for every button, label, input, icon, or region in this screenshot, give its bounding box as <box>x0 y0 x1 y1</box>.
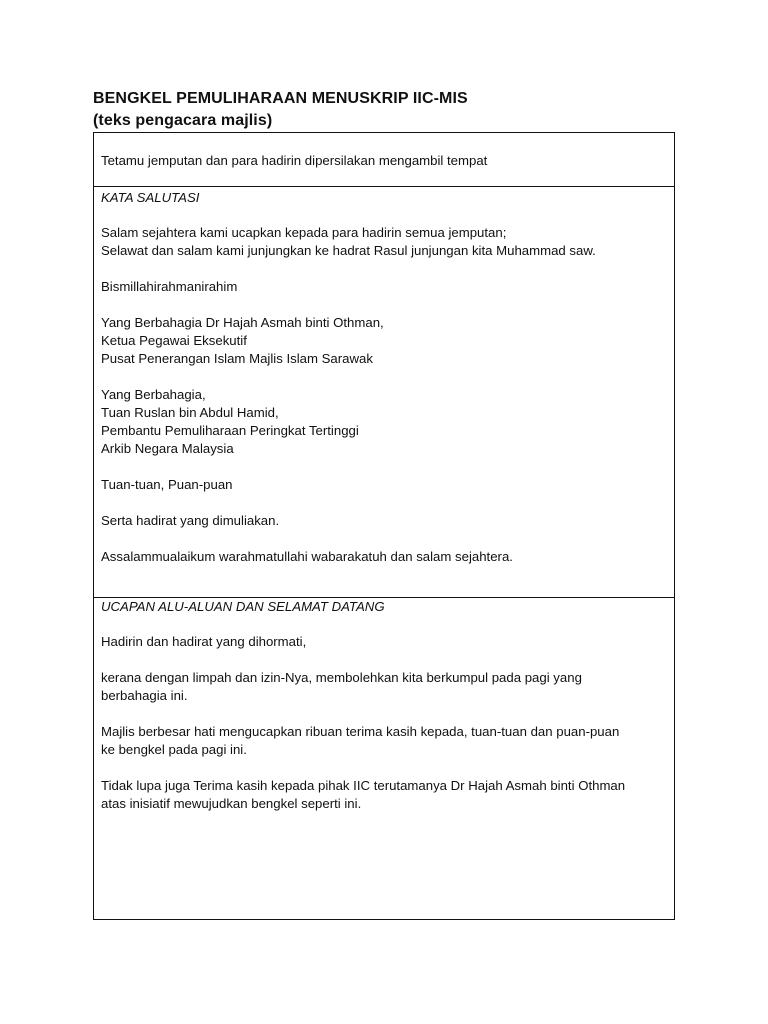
tuan-puan-line: Tuan-tuan, Puan-puan <box>101 477 233 492</box>
script-table <box>93 132 675 920</box>
selawat-line: Selawat dan salam kami junjungkan ke hadrat Rasul junjungan kita Muhammad saw. <box>101 243 596 258</box>
document-header <box>93 88 683 132</box>
aluan-line-3a: Majlis berbesar hati mengucapkan ribuan terima kasih kepada, tuan-tuan dan puan-puan <box>101 724 620 739</box>
document-subtitle: (teks pengacara majlis) <box>93 112 273 129</box>
greeting-line: Salam sejahtera kami ucapkan kepada para hadirin semua jemputan; <box>101 225 507 240</box>
aluan-row <box>94 598 674 919</box>
aluan-paragraph-2 <box>101 669 664 705</box>
vip-1-organisation: Pusat Penerangan Islam Majlis Islam Sarawak <box>101 351 373 366</box>
hadirat-line: Serta hadirat yang dimuliakan. <box>101 513 280 528</box>
vip-2-name: Tuan Ruslan bin Abdul Hamid, <box>101 405 279 420</box>
aluan-paragraph-1 <box>101 633 664 651</box>
salutasi-heading: KATA SALUTASI <box>101 190 200 205</box>
intro-row <box>94 133 674 187</box>
salutasi-row <box>94 187 674 598</box>
bismillah-paragraph <box>101 278 664 296</box>
vip-2-position: Pembantu Pemuliharaan Peringkat Tertinggi <box>101 423 359 438</box>
hadirat-paragraph <box>101 512 664 530</box>
vip-1-paragraph <box>101 314 664 368</box>
salam-paragraph <box>101 548 664 566</box>
aluan-line-3b: ke bengkel pada pagi ini. <box>101 742 247 757</box>
bismillah-line: Bismillahirahmanirahim <box>101 279 238 294</box>
vip-2-honorific: Yang Berbahagia, <box>101 387 206 402</box>
aluan-paragraph-4 <box>101 777 664 813</box>
vip-1-name: Yang Berbahagia Dr Hajah Asmah binti Othman, <box>101 315 384 330</box>
greeting-paragraph <box>101 224 664 260</box>
aluan-line-4a: Tidak lupa juga Terima kasih kepada pihak IIC terutamanya Dr Hajah Asmah binti Othman <box>101 778 626 793</box>
aluan-line-1: Hadirin dan hadirat yang dihormati, <box>101 634 307 649</box>
intro-text: Tetamu jemputan dan para hadirin dipersilakan mengambil tempat <box>101 153 488 168</box>
aluan-line-2b: berbahagia ini. <box>101 688 188 703</box>
vip-2-paragraph <box>101 386 664 458</box>
aluan-line-2a: kerana dengan limpah dan izin-Nya, membolehkan kita berkumpul pada pagi yang <box>101 670 582 685</box>
aluan-line-4b: atas inisiatif mewujudkan bengkel seperti ini. <box>101 796 362 811</box>
document-title: BENGKEL PEMULIHARAAN MENUSKRIP IIC-MIS <box>93 90 468 107</box>
tuan-puan-paragraph <box>101 476 664 494</box>
aluan-paragraph-3 <box>101 723 664 759</box>
salam-line: Assalammualaikum warahmatullahi wabarakatuh dan salam sejahtera. <box>101 549 513 564</box>
aluan-heading: UCAPAN ALU-ALUAN DAN SELAMAT DATANG <box>101 599 385 614</box>
vip-2-organisation: Arkib Negara Malaysia <box>101 441 234 456</box>
vip-1-position: Ketua Pegawai Eksekutif <box>101 333 247 348</box>
